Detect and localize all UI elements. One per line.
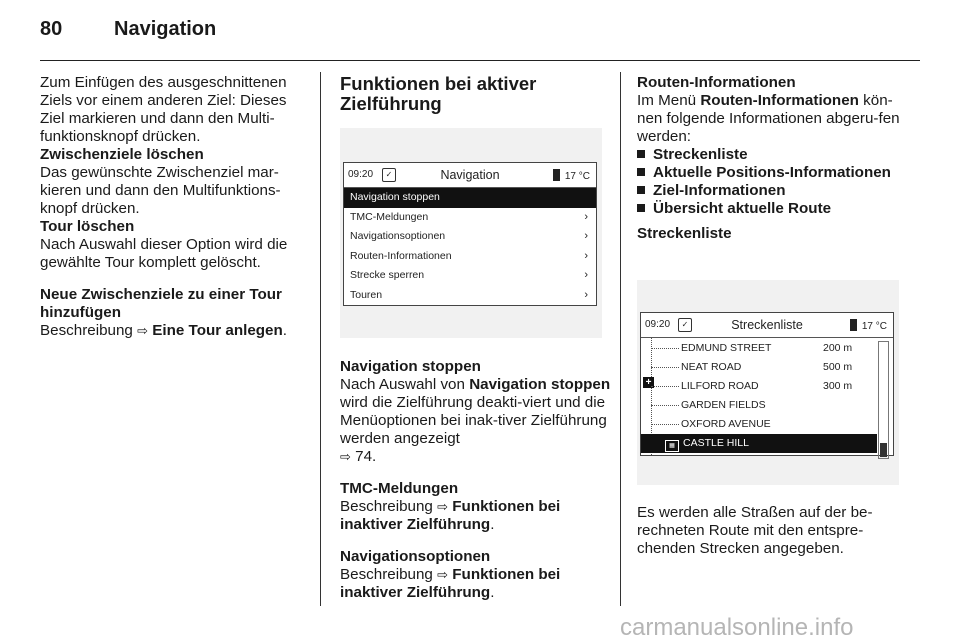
menu-item-navigationsoptionen[interactable]: Navigationsoptionen › (344, 227, 596, 247)
section-title: Zwischenziele löschen (40, 146, 204, 163)
section-text: Nach Auswahl von Navigation stoppen wird die Zielführung deakti-viert und die Menüoptionen bei inak-tiver Zielführung werden angezeigt ⇨ 74. (340, 376, 611, 465)
screen-status-bar (344, 163, 596, 188)
bullet-item: Ziel-Informationen (637, 182, 907, 200)
middle-column (340, 74, 612, 114)
menu-item-touren[interactable]: Touren › (344, 286, 596, 306)
chevron-right-icon: › (584, 288, 588, 301)
clock: 09:20 (645, 319, 671, 330)
right-column (637, 74, 907, 243)
column-divider-2 (620, 72, 621, 606)
page-number: 80 (40, 18, 63, 40)
middle-column-lower (340, 358, 612, 602)
section-title: Streckenliste (637, 225, 732, 242)
bullet-square-icon (637, 168, 645, 176)
section-text: Das gewünschte Zwischenziel mar-kieren und dann den Multifunktions-knopf drücken. (40, 164, 281, 217)
section-title: TMC-Meldungen (340, 480, 459, 497)
reference-arrow-icon: ⇨ (437, 567, 449, 582)
list-item[interactable]: OXFORD AVENUE (641, 415, 877, 434)
list-item[interactable]: GARDEN FIELDS (641, 396, 877, 415)
streckenliste-screen-figure (637, 280, 899, 485)
reference-arrow-icon: ⇨ (340, 449, 351, 464)
route-icon: ✓ (382, 168, 396, 182)
chevron-right-icon: › (584, 230, 588, 242)
reference-link[interactable]: Eine Tour anlegen (152, 322, 283, 339)
screen-status-bar (641, 313, 893, 338)
chapter-title: Navigation (114, 18, 217, 40)
chevron-right-icon: › (584, 269, 588, 281)
temperature: 17 °C (850, 319, 887, 332)
scrollbar-thumb[interactable] (880, 443, 887, 457)
watermark: carmanualsonline.info (620, 614, 854, 641)
list-item[interactable]: NEAT ROAD 500 m (641, 358, 877, 377)
reference-arrow-icon: ⇨ (437, 499, 449, 514)
section-title: Tour löschen (40, 218, 135, 235)
destination-flag-icon: ▦ (665, 440, 679, 452)
route-icon: ✓ (678, 318, 692, 332)
menu-item-navigation-stoppen[interactable]: Navigation stoppen (344, 188, 596, 208)
section-title: Navigation stoppen (340, 358, 481, 375)
reference-link[interactable]: Funktionen bei inaktiver Zielführung (340, 566, 561, 601)
list-item[interactable]: EDMUND STREET 200 m (641, 339, 877, 358)
section-heading: Funktionen bei aktiver Zielführung (340, 73, 537, 114)
reference-arrow-icon: ⇨ (137, 323, 149, 338)
section-text: Es werden alle Straßen auf der be-rechneten Route mit den entspre-chenden Strecken angegeben. (637, 504, 873, 557)
section-text: Nach Auswahl dieser Option wird die gewählte Tour komplett gelöscht. (40, 236, 288, 271)
column-divider-1 (320, 72, 321, 606)
left-column (40, 74, 310, 340)
clock: 09:20 (348, 169, 374, 180)
bullet-square-icon (637, 186, 645, 194)
bullet-item: Aktuelle Positions-Informationen (637, 164, 907, 182)
reference-line: Beschreibung ⇨ Funktionen bei inaktiver Zielführung. (340, 498, 561, 533)
list-item-selected[interactable]: ▦ CASTLE HILL (641, 434, 877, 453)
screen-title: Streckenliste (731, 318, 803, 332)
screen-title: Navigation (440, 168, 500, 182)
intro-text: Zum Einfügen des ausgeschnittenen Ziels vor einem anderen Ziel: Dieses Ziel markieren und dann den Multi-funktionsknopf drücken. (40, 74, 287, 145)
reference-line: Beschreibung ⇨ Funktionen bei inaktiver Zielführung. (340, 566, 561, 601)
scrollbar[interactable] (878, 341, 889, 459)
chevron-right-icon: › (584, 210, 588, 223)
right-column-lower (637, 504, 907, 558)
thermometer-icon (850, 319, 857, 331)
bullet-square-icon (637, 150, 645, 158)
menu-item-routen-informationen[interactable]: Routen-Informationen › (344, 247, 596, 267)
bullet-item: Streckenliste (637, 146, 907, 164)
menu-item-tmc-meldungen[interactable]: TMC-Meldungen › (344, 208, 596, 228)
navigation-screen-figure (340, 128, 602, 338)
street-list (641, 339, 877, 453)
page-reference[interactable]: 74 (355, 448, 373, 465)
expand-plus-icon[interactable]: + (643, 377, 654, 388)
list-item[interactable]: LILFORD ROAD 300 m (641, 377, 877, 396)
streckenliste-screen (640, 312, 894, 456)
reference-link[interactable]: Funktionen bei inaktiver Zielführung (340, 498, 561, 533)
temperature: 17 °C (553, 169, 590, 182)
header-rule (40, 60, 920, 61)
thermometer-icon (553, 169, 560, 181)
section-title: Neue Zwischenziele zu einer Tour hinzufügen (40, 286, 282, 321)
menu-item-strecke-sperren[interactable]: Strecke sperren › (344, 266, 596, 286)
page-header (40, 18, 216, 41)
section-text: Im Menü Routen-Informationen kön-nen folgende Informationen abgeru-fen werden: (637, 92, 900, 145)
chevron-right-icon: › (584, 249, 588, 262)
reference-line: Beschreibung ⇨ Eine Tour anlegen. (40, 322, 288, 339)
bullet-square-icon (637, 204, 645, 212)
section-title: Navigationsoptionen (340, 548, 491, 565)
section-title: Routen-Informationen (637, 74, 796, 91)
navigation-menu-screen (343, 162, 597, 306)
bullet-item: Übersicht aktuelle Route (637, 200, 907, 218)
